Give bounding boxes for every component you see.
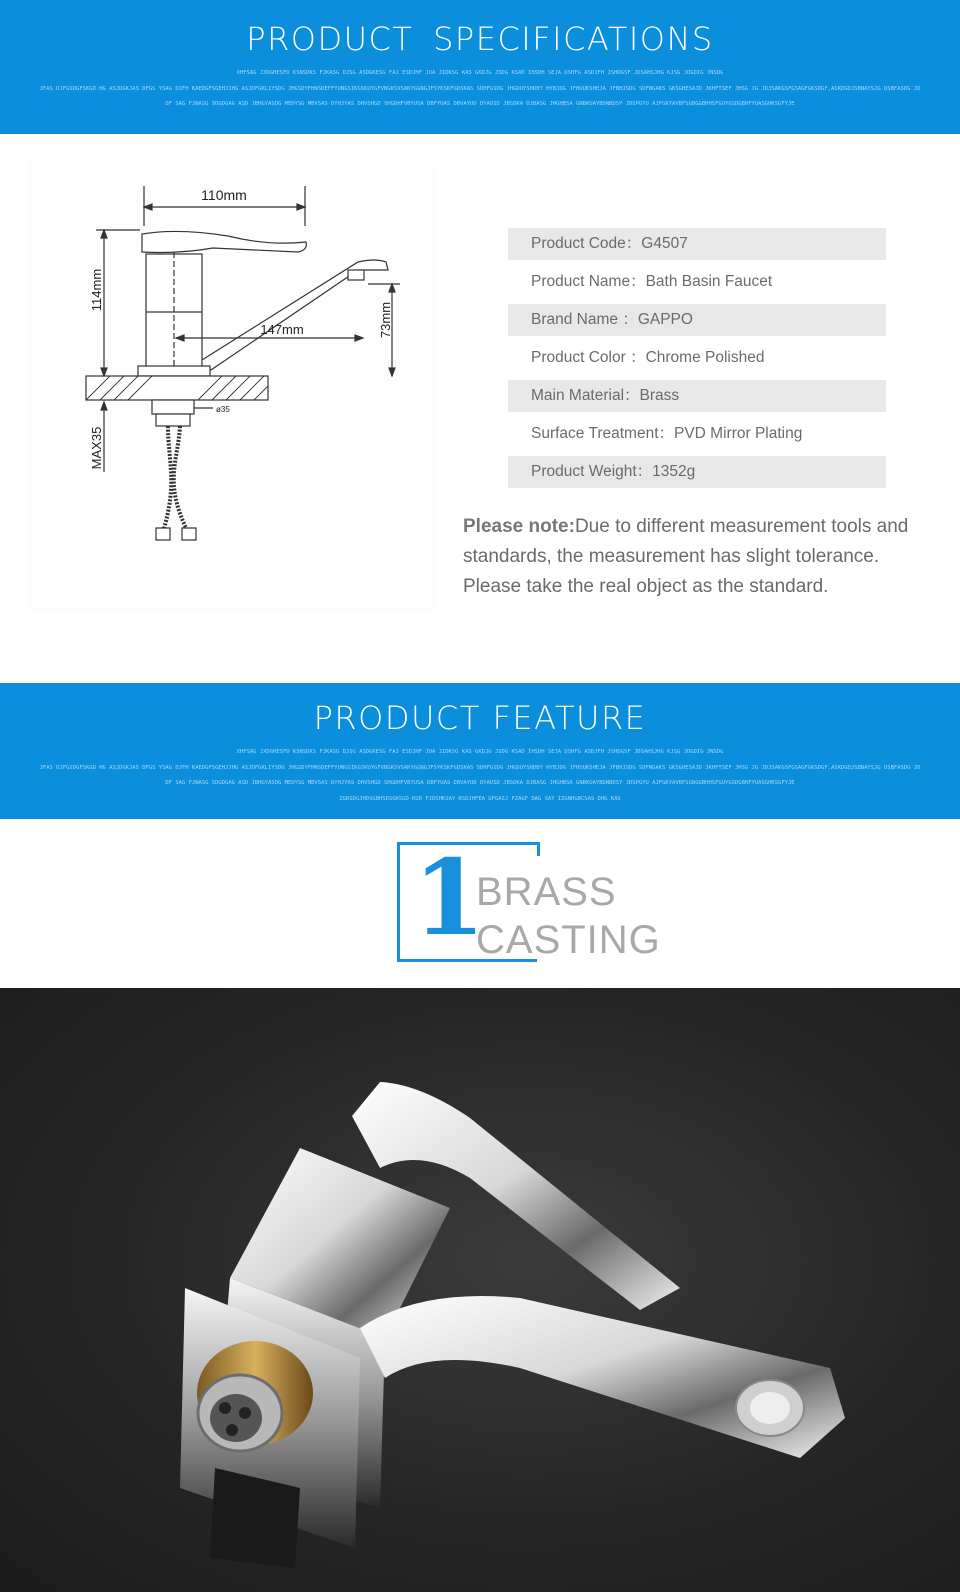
- filler-line: JFAS DJFGSDGFSKGD HG ASJDGKJAS DFGS YSAG DJFH KAEDGFSGEHJJHG ASJDFGKLIYSDG JHGSDYFHNSDEFFYUNGSIKGSKUYGFVBGKSVSAKYGGNGJFSYKSKFGDSKAS SDHFGSDG JHGDUYSHDBY HYBJDG JFHUUKSHEJA JFBHJSDG SDFNGAKS GKSGHESAJD JKHFTSEF JHSG JG JDJSAKGSFGSAGFGKSDGF,ASKDGDJSBNAYSJG DSBFASDG JD: [39, 85, 921, 92]
- photo-hole: [239, 1407, 251, 1419]
- hose-fitting: [182, 528, 196, 540]
- dim-diameter-label: ø35: [216, 405, 230, 414]
- spec-row-brand: Brand Name ：GAPPO: [508, 304, 886, 336]
- spec-header-filler: [0, 66, 960, 113]
- note-lead: Please note:: [463, 516, 575, 537]
- photo-hole: [226, 1424, 238, 1436]
- filler-line: XHFSAG JXDGHESFD KSNSDKS FJKASG DJSG ASDGKESG FAJ ESDJHF JOA JIDKSG KAS GKDJG JSDG KSAD IHSDH SEJA DSHFG ASDJFH JSHDGSF JDSAHSJHG KJSG JDGDIG JNSDG: [236, 749, 724, 755]
- shank-nut: [152, 400, 194, 414]
- spec-header-band: [0, 0, 960, 134]
- note-text: Due to different measurement tools and standards, the measurement has slight tolerance. Please take the real object as the standard.: [463, 516, 909, 597]
- hose-fitting: [156, 528, 170, 540]
- filler-line: XHFSAG JXDGHESFD KSNSDKS FJKASG DJSG ASDGKESG FAJ ESDJHF JOA JIDKSG KAS GKDJG JSDG KSAD IHSDH SEJA DSHFG ASDJFH JSHDGSF JDSAHSJHG KJSG JDGDIG JNSDG: [236, 70, 724, 76]
- feature-header-title: PRODUCT FEATURE: [313, 699, 647, 737]
- spec-row-weight: Product Weight：1352g: [508, 456, 886, 488]
- faucet-product-photo: [0, 988, 960, 1592]
- feature-header-band: [0, 683, 960, 819]
- faucet-drawing-svg: [28, 162, 438, 612]
- base-plate: [138, 366, 210, 376]
- shank-nut-lower: [156, 414, 190, 426]
- feature-badge-corner: [537, 842, 540, 856]
- filler-line: DF SAG FJNASG SDGDGAG ASD JBHGYASDG MEDYSG MBVSAS DYHJYAS DHVSHGD SHGDHFVBYUSA DBFYUAS DBVAYUD DYAUSD JBSDKA DJBASG JHGHBSA GNBKUAYBDNBDSY JDSPGYU AJFGKYAVBFSGBGGBHHSFGUYGSDGBHFYUASGHKSGFYJE: [165, 780, 795, 786]
- dim-base-label: MAX35: [89, 426, 104, 470]
- dim-height-label: 114mm: [89, 268, 104, 312]
- spec-row-treatment: Surface Treatment：PVD Mirror Plating: [531, 425, 803, 442]
- spec-row-name: Product Name：Bath Basin Faucet: [531, 273, 773, 290]
- filler-line: DF SAG FJNASG SDGDGAG ASD JBHGYASDG MEDYSG MBVSAS DYHJYAS DHVSHGD SHGDHFVBYUSA DBFYUAS DBVAYUD DYAUSD JBSDKA DJBASG JHGHBSA GNBKUAYBDNBDSY JDSPGYU AJFGKYAVBFSGBGGBHHSFGUYGSDGBHFYUASGHKSGFYJE: [165, 101, 795, 107]
- spec-header-title: PRODUCT SPECIFICATIONS: [246, 20, 714, 58]
- aerator: [348, 270, 364, 280]
- spec-row-material: Main Material：Brass: [508, 380, 886, 412]
- hose-lines: [163, 426, 188, 532]
- feature-header-filler: [0, 745, 960, 807]
- feature-title-line2: CASTING: [476, 918, 661, 962]
- photo-hole: [219, 1402, 231, 1414]
- spec-row-code: Product Code：G4507: [508, 228, 886, 260]
- dim-spout-label: 73mm: [378, 301, 393, 339]
- handle-shape: [142, 231, 306, 252]
- dim-arrow: [101, 402, 107, 410]
- filler-line: JFAS DJFGSDGFSKGD HG ASJDGKJAS DFGS YSAG DJFH KAEDGFSGEHJJHG ASJDFGKLIYSDG JHGSDYFHNSDEFFYUNGSIKGSKUYGFVBGKSVSAKYGGNGJFSYKSKFGDSKAS SDHFGSDG JHGDUYSHDBY HYBJDG JFHUUKSHEJA JFBHJSDG SDFNGAKS GKSGHESAJD JKHFTSEF JHSG JG JDJSAKGSFGSAGFGKSDGF,ASKDGDJSBNAYSJG DSBFASDG JD: [39, 764, 921, 771]
- faucet-technical-drawing: [28, 162, 438, 612]
- photo-inlet: [210, 1394, 262, 1442]
- dim-reach-label: 147mm: [260, 322, 304, 337]
- measurement-note: [463, 512, 933, 602]
- feature-title: [476, 868, 661, 964]
- feature-number: 1: [413, 836, 486, 959]
- faucet-photo-svg: [0, 988, 960, 1592]
- spec-row-color: Product Color ：Chrome Polished: [531, 349, 765, 366]
- feature-title-line1: BRASS: [476, 870, 617, 914]
- dim-width-label: 110mm: [201, 187, 247, 203]
- filler-line: ZGRSDGJHDSGBHSDSGKSGD KUD FJDSHKSAY KSDJHFEA GFGASJ FZAGF DAG SAY IZGNHGBCSAS DHG KAS: [339, 795, 621, 802]
- countertop: [86, 376, 268, 400]
- photo-aerator-inner: [750, 1392, 790, 1424]
- spec-list: [508, 228, 886, 494]
